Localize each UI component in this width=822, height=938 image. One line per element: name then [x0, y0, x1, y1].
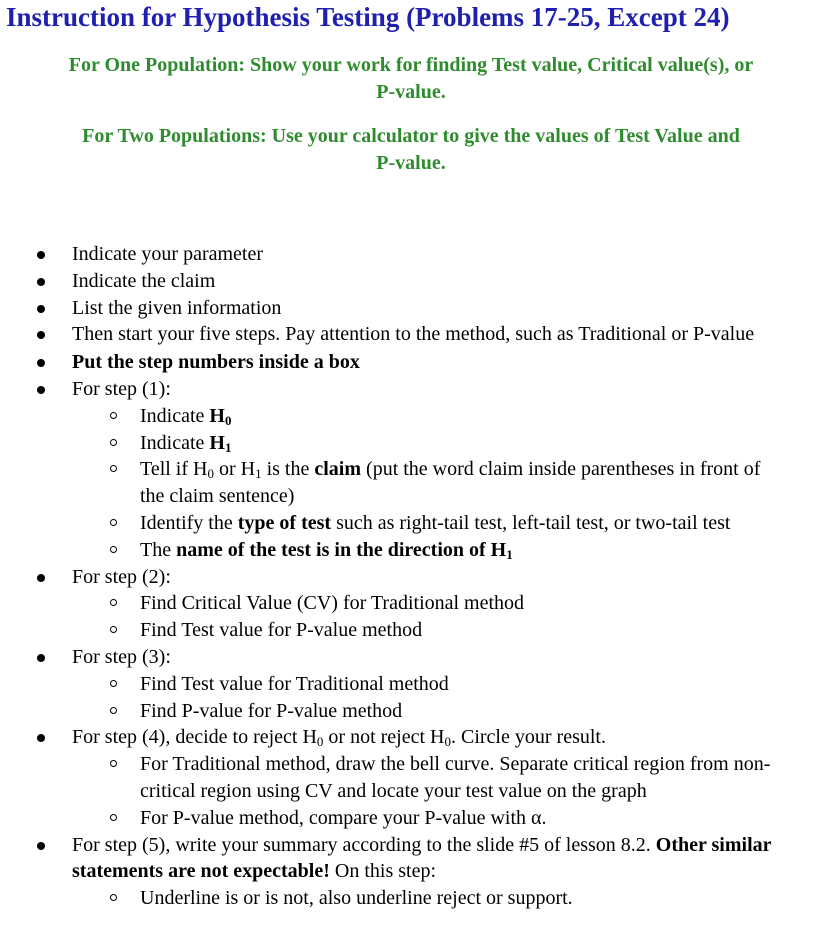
item-text: For step (5), write your summary according to the slide #5 of lesson 8.2. — [72, 833, 656, 856]
item-text: On this step: — [329, 860, 437, 883]
step5-sublist — [0, 885, 808, 912]
item-text: Find Critical Value (CV) for Traditional method — [140, 592, 525, 615]
list-item-step1 — [0, 376, 822, 564]
two-populations-line2: P-value. — [376, 152, 446, 174]
item-text: Indicate the claim — [72, 269, 216, 292]
sublist-item-claim — [0, 456, 812, 510]
sublist-item-type — [0, 510, 812, 537]
circle-bullet-icon — [110, 814, 117, 821]
instruction-list — [0, 241, 822, 912]
bullet-icon — [37, 359, 45, 367]
bullet-icon — [37, 842, 45, 850]
sublist-item-traditional — [0, 751, 812, 805]
item-text: Identify the — [140, 511, 238, 534]
list-item-step5 — [0, 832, 822, 912]
item-text: Indicate your parameter — [72, 243, 264, 265]
circle-bullet-icon — [110, 626, 117, 633]
list-item-step3 — [0, 644, 822, 724]
item-text: Indicate — [140, 404, 210, 427]
warning-text: Other similar statements are not expectable! — [72, 833, 772, 883]
subscript: 0 — [224, 412, 232, 428]
item-text: List the given information — [72, 296, 282, 319]
item-text: or not reject H — [323, 726, 445, 749]
circle-bullet-icon — [110, 599, 117, 606]
list-item-five-steps — [0, 321, 822, 348]
bullet-icon — [37, 278, 45, 286]
item-text: Indicate — [140, 431, 210, 454]
sublist-item-h1 — [0, 430, 812, 457]
item-text: The — [140, 538, 177, 561]
list-item-step4 — [0, 724, 822, 831]
circle-bullet-icon — [110, 465, 117, 472]
page-title: Instruction for Hypothesis Testing (Problems 17-25, Except 24) — [6, 2, 730, 32]
item-text: or H — [213, 458, 256, 481]
bullet-icon — [37, 386, 45, 394]
step3-label: For step (3): — [72, 645, 171, 668]
bullet-icon — [37, 654, 45, 662]
list-item-given — [0, 295, 822, 322]
circle-bullet-icon — [110, 707, 117, 714]
circle-bullet-icon — [110, 519, 117, 526]
h0-symbol: H — [209, 404, 225, 427]
circle-bullet-icon — [110, 760, 117, 767]
circle-bullet-icon — [110, 894, 117, 901]
two-populations-line1: For Two Populations: Use your calculator to give the values of Test Value and — [82, 125, 740, 147]
step3-sublist — [0, 671, 812, 725]
item-text: Then start your five steps. Pay attention to the method, such as Traditional or P-value — [72, 323, 755, 346]
sublist-item-tv — [0, 617, 812, 644]
type-of-test: type of test — [237, 511, 332, 534]
list-item-parameter — [0, 241, 822, 268]
sublist-item-h0 — [0, 403, 812, 430]
step1-sublist — [0, 403, 812, 564]
item-text: Underline is or is not, also underline reject or support. — [140, 887, 573, 910]
item-text: For P-value method, compare your P-value with α. — [140, 806, 547, 829]
two-populations-instruction — [0, 123, 822, 177]
item-text: . Circle your result. — [451, 726, 606, 749]
subscript: 0 — [316, 734, 324, 750]
item-text: such as right-tail test, left-tail test, or two-tail test — [331, 511, 731, 534]
sublist-item-pv — [0, 698, 812, 725]
subscript: 1 — [506, 546, 513, 562]
one-population-line2: P-value. — [376, 81, 446, 103]
sublist-item-underline — [0, 885, 808, 912]
bullet-icon — [37, 574, 45, 582]
item-text: Put the step numbers inside a box — [72, 351, 360, 374]
item-text: Find Test value for Traditional method — [140, 672, 449, 695]
item-text: For step (4), decide to reject H — [72, 726, 317, 749]
subscript: 0 — [444, 734, 451, 750]
circle-bullet-icon — [110, 546, 117, 553]
sublist-item-pvalue — [0, 805, 812, 832]
item-text: (put the word claim inside parentheses in front of the claim sentence) — [140, 458, 761, 508]
step2-sublist — [0, 590, 812, 644]
item-text: For Traditional method, draw the bell curve. Separate critical region from non-critical region using CV and locate your test value on the graph — [140, 753, 771, 802]
one-population-instruction — [0, 52, 822, 106]
list-item-claim — [0, 268, 822, 295]
item-text: Find P-value for P-value method — [140, 699, 403, 722]
list-item-step2 — [0, 564, 822, 644]
sublist-item-name — [0, 537, 812, 564]
item-text: is the — [261, 458, 315, 481]
bullet-icon — [37, 734, 45, 742]
circle-bullet-icon — [110, 412, 117, 419]
sublist-item-tv — [0, 671, 812, 698]
h1-symbol: H — [209, 431, 225, 454]
circle-bullet-icon — [110, 680, 117, 687]
name-of-test: name of the test is in the direction of H — [176, 538, 507, 561]
bullet-icon — [37, 331, 45, 339]
circle-bullet-icon — [110, 439, 117, 446]
item-text: Tell if H — [140, 458, 208, 481]
sublist-item-cv — [0, 590, 812, 617]
step4-sublist — [0, 751, 812, 831]
claim-word: claim — [314, 458, 362, 481]
one-population-line1: For One Population: Show your work for finding Test value, Critical value(s), or — [68, 54, 754, 76]
list-item-box — [0, 349, 822, 376]
subscript: 1 — [255, 466, 262, 482]
item-text: Find Test value for P-value method — [140, 619, 423, 642]
subscript: 0 — [207, 466, 214, 482]
bullet-icon — [37, 251, 45, 259]
step1-label: For step (1): — [72, 377, 171, 400]
step2-label: For step (2): — [72, 565, 171, 588]
subscript: 1 — [224, 439, 232, 455]
bullet-icon — [37, 305, 45, 313]
